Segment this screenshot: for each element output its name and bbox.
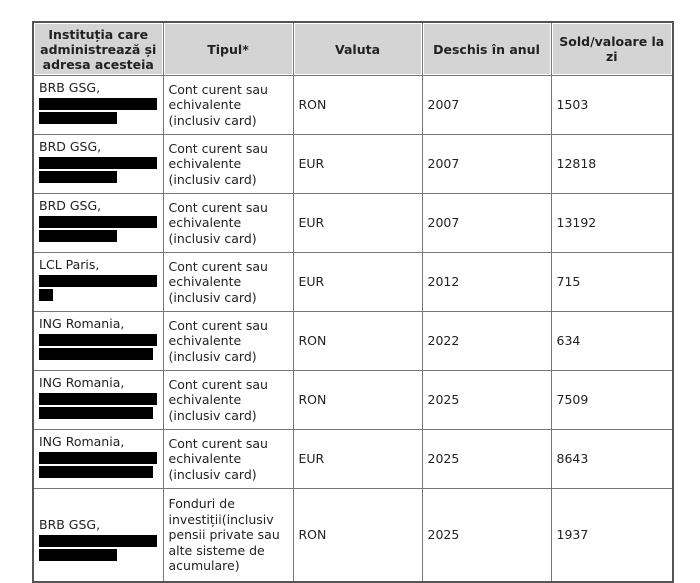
redacted-address-bar (39, 289, 53, 301)
institution-name: BRB GSG, (39, 517, 101, 533)
cell-currency: RON (293, 76, 422, 135)
cell-year: 2007 (422, 76, 551, 135)
cell-type: Cont curent sau echivalente (inclusiv card) (163, 312, 293, 371)
institution-name: ING Romania, (39, 434, 125, 449)
redacted-address-bar (39, 393, 157, 405)
institution-name: ING Romania, (39, 316, 125, 331)
assets-table (32, 21, 674, 583)
institution-name: BRD GSG, (39, 139, 102, 154)
redacted-address-bar (39, 112, 117, 124)
cell-institution (33, 312, 163, 371)
cell-year: 2007 (422, 135, 551, 194)
table-row (33, 430, 673, 489)
cell-institution (33, 135, 163, 194)
redacted-address-bar (39, 157, 157, 169)
cell-type: Fonduri de investiții(inclusiv pensii private sau alte sisteme de acumulare) (163, 489, 293, 583)
cell-institution (33, 489, 163, 583)
header-institution: Instituția care administrează și adresa acesteia (33, 22, 163, 76)
redacted-address-bar (39, 334, 157, 346)
cell-institution (33, 76, 163, 135)
cell-balance: 7509 (551, 371, 673, 430)
table-row (33, 312, 673, 371)
redacted-address-bar (39, 549, 117, 561)
institution-name: BRB GSG, (39, 80, 101, 95)
cell-currency: EUR (293, 430, 422, 489)
cell-balance: 715 (551, 253, 673, 312)
cell-type: Cont curent sau echivalente (inclusiv card) (163, 253, 293, 312)
cell-balance: 1503 (551, 76, 673, 135)
cell-balance: 1937 (551, 489, 673, 583)
cell-type: Cont curent sau echivalente (inclusiv card) (163, 371, 293, 430)
cell-year: 2025 (422, 430, 551, 489)
table-row (33, 135, 673, 194)
redacted-address-bar (39, 452, 157, 464)
redacted-address-bar (39, 171, 117, 183)
institution-name: LCL Paris, (39, 257, 100, 272)
redacted-address-bar (39, 535, 157, 547)
cell-currency: RON (293, 489, 422, 583)
cell-type: Cont curent sau echivalente (inclusiv card) (163, 194, 293, 253)
table-row (33, 371, 673, 430)
cell-balance: 12818 (551, 135, 673, 194)
redacted-address-bar (39, 275, 157, 287)
cell-institution (33, 371, 163, 430)
table-row (33, 253, 673, 312)
redacted-address-bar (39, 230, 117, 242)
cell-balance: 634 (551, 312, 673, 371)
table-row (33, 194, 673, 253)
cell-year: 2025 (422, 489, 551, 583)
cell-currency: RON (293, 371, 422, 430)
header-row (33, 22, 673, 76)
cell-currency: RON (293, 312, 422, 371)
cell-balance: 8643 (551, 430, 673, 489)
cell-currency: EUR (293, 194, 422, 253)
table-row (33, 76, 673, 135)
header-currency: Valuta (293, 22, 422, 76)
cell-institution (33, 194, 163, 253)
cell-institution (33, 253, 163, 312)
redacted-address-bar (39, 98, 157, 110)
header-year-opened: Deschis în anul (422, 22, 551, 76)
redacted-address-bar (39, 407, 153, 419)
header-type: Tipul* (163, 22, 293, 76)
institution-name: BRD GSG, (39, 198, 102, 213)
header-balance: Sold/valoare la zi (551, 22, 673, 76)
cell-type: Cont curent sau echivalente (inclusiv card) (163, 430, 293, 489)
cell-institution (33, 430, 163, 489)
redacted-address-bar (39, 348, 153, 360)
cell-type: Cont curent sau echivalente (inclusiv card) (163, 135, 293, 194)
redacted-address-bar (39, 466, 153, 478)
cell-currency: EUR (293, 253, 422, 312)
table-row (33, 489, 673, 583)
cell-year: 2007 (422, 194, 551, 253)
cell-year: 2022 (422, 312, 551, 371)
cell-year: 2012 (422, 253, 551, 312)
cell-type: Cont curent sau echivalente (inclusiv card) (163, 76, 293, 135)
cell-balance: 13192 (551, 194, 673, 253)
cell-currency: EUR (293, 135, 422, 194)
cell-year: 2025 (422, 371, 551, 430)
institution-name: ING Romania, (39, 375, 125, 390)
redacted-address-bar (39, 216, 157, 228)
